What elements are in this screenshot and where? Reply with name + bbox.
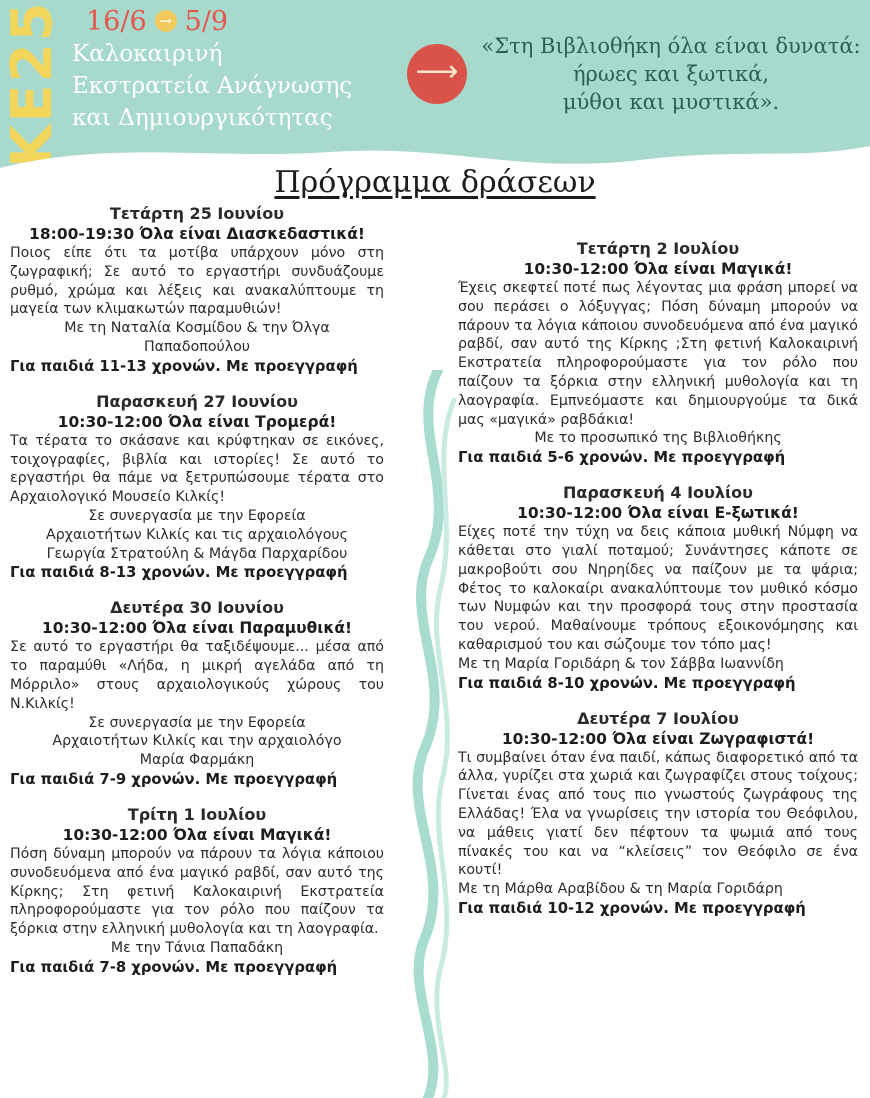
event-card xyxy=(10,804,384,978)
event-age-group: Για παιδιά 11-13 χρονών. Με προεγγραφή xyxy=(10,357,358,375)
event-age-group: Για παιδιά 8-13 χρονών. Με προεγγραφή xyxy=(10,564,348,582)
event-time-title: 10:30-12:00 Όλα είναι Παραμυθικά! xyxy=(41,619,353,638)
event-time-title: 10:30-12:00 Όλα είναι Ζωγραφιστά! xyxy=(501,729,815,748)
event-age-group: Για παιδιά 8-10 χρονών. Με προεγγραφή xyxy=(458,674,796,692)
event-time-title: 10:30-12:00 Όλα είναι Ε-ξωτικά! xyxy=(517,504,799,523)
arrow-circle-icon: ⟶ xyxy=(407,44,467,104)
event-card xyxy=(458,238,858,468)
event-day: Τρίτη 1 Ιουλίου xyxy=(127,804,267,824)
event-age-group: Για παιδιά 7-9 χρονών. Με προεγγραφή xyxy=(10,770,338,788)
event-age-group: Για παιδιά 5-6 χρονών. Με προεγγραφή xyxy=(458,449,786,467)
event-card xyxy=(458,708,858,919)
event-description: Τι συμβαίνει όταν ένα παιδί, κάπως διαφορετικό από τα άλλα, γυρίζει στα χωριά και ζωγραφίζει στους τοίχους; Γίνεται ένας από τους πιο γνωστούς ζωγράφους της Ελλάδας! Έλα να γνωρίσεις την ιστορία του Θεόφιλου, να μάθεις γιατί δεν πέφτουν τα ψωμιά από τους πίνακές του και να “κλείσεις” τον Θεόφιλο σε ένα κουτί! xyxy=(458,749,858,879)
quote-line: μύθοι και μυστικά». xyxy=(562,90,780,114)
event-card xyxy=(458,482,858,693)
event-age-group: Για παιδιά 10-12 χρονών. Με προεγγραφή xyxy=(458,899,806,917)
date-end: 5/9 xyxy=(184,5,229,37)
event-facilitators: Σε συνεργασία με την Εφορεία Αρχαιοτήτων Κιλκίς και την αρχαιολόγο Μαρία Φαρμάκη xyxy=(52,714,342,769)
event-day: Τετάρτη 25 Ιουνίου xyxy=(109,204,285,223)
header-band xyxy=(0,0,870,175)
event-description: Τα τέρατα το σκάσανε και κρύφτηκαν σε εικόνες, τοιχογραφίες, βιβλία και ιστορίες! Σε αυτό το εργαστήρι θα πάμε να ξετρυπώσουμε τέρατα στο Αρχαιολογικό Μουσείο Κιλκίς! xyxy=(10,432,384,506)
event-time-title: 10:30-12:00 Όλα είναι Τρομερά! xyxy=(57,412,337,431)
campaign-quote xyxy=(476,32,866,116)
event-card xyxy=(10,391,384,584)
date-start: 16/6 xyxy=(86,5,147,37)
event-description: Ποιος είπε ότι τα μοτίβα υπάρχουν μόνο στη ζωγραφική; Σε αυτό το εργαστήρι συνδυάζουμε ρυθμό, χρώμα και λέξεις και ανακαλύπτουμε τη μαγεία των κλιμακωτών παραμυθιών! xyxy=(10,245,384,318)
quote-line: ήρωες και ξωτικά, xyxy=(572,62,770,86)
event-age-group: Για παιδιά 7-8 χρονών. Με προεγγραφή xyxy=(10,958,338,976)
event-day: Παρασκευή 27 Ιουνίου xyxy=(96,391,298,411)
event-time-title: 18:00-19:30 Όλα είναι Διασκεδαστικά! xyxy=(29,225,365,243)
event-facilitators: Σε συνεργασία με την Εφορεία Αρχαιοτήτων Κιλκίς και τις αρχαιολόγους Γεωργία Στρατούλη & Μάγδα Παρχαρίδου xyxy=(46,507,348,562)
campaign-line: Καλοκαιρινή xyxy=(72,41,223,67)
event-facilitators: Με τη Ναταλία Κοσμίδου & την Όλγα Παπαδοπούλου xyxy=(64,320,330,355)
event-description: Σε αυτό το εργαστήρι θα ταξιδέψουμε... μέσα από το παραμύθι «Λήδα, η μικρή αγελάδα από τη Μόρριλο» στους αρχαιολογικούς χώρους του Ν.Κιλκίς! xyxy=(10,639,384,712)
campaign-line: και Δημιουργικότητας xyxy=(72,105,333,131)
campaign-name xyxy=(72,38,392,134)
event-facilitators: Με τη Μάρθα Αραβίδου & τη Μαρία Γοριδάρη xyxy=(458,881,783,898)
event-day: Δευτέρα 7 Ιουλίου xyxy=(577,708,739,728)
page-title: Πρόγραμμα δράσεων xyxy=(274,165,596,200)
event-facilitators: Με τη Μαρία Γοριδάρη & τον Σάββα Ιωαννίδη xyxy=(458,655,784,672)
event-description: Είχες ποτέ την τύχη να δεις κάποια μυθική Νύμφη να κάθεται στο γιαλί ποταμού; Συνάντησες κάποτε σε μακροβούτι σου Νηρηίδες να παίζουν με τα ψάρια; Φέτος το καλοκαίρι ανακαλύπτουμε τον μυθικό κόσμο των Νυμφών και την προσφορά τους στην προστασία του νερού. Μαθαίνουμε τρόπους εξοικονόμησης και καθαρισμού του και σώζουμε τον τόπο μας! xyxy=(458,524,858,653)
event-facilitators: Με το προσωπικό της Βιβλιοθήκης xyxy=(534,430,782,447)
event-card xyxy=(10,203,384,377)
quote-line: «Στη Βιβλιοθήκη όλα είναι δυνατά: xyxy=(481,34,861,58)
event-card xyxy=(10,597,384,790)
campaign-dates xyxy=(86,6,228,36)
event-description: Έχεις σκεφτεί ποτέ πως λέγοντας μια φράση μπορεί να σου περάσει ο λόξυγγας; Πόση δύναμη μπορούν να πάρουν τα λόγια κάποιου συνοδευόμενα από ένα μαγικό ραβδί, σαν αυτό της Κίρκης ;Στη φετινή Καλοκαιρινή Εκστρατεία πληροφορούμαστε για τον ρόλο που παίζουν τα ξόρκια στην ελληνική μυθολογία και τη λαογραφία. Εμπνεόμαστε και δημιουργούμε τα δικά μας «μαγικά» ραβδάκια! xyxy=(458,280,858,428)
ke25-logo: KE25 xyxy=(0,0,65,168)
event-time-title: 10:30-12:00 Όλα είναι Μαγικά! xyxy=(62,825,332,844)
left-column xyxy=(10,203,384,992)
event-facilitators: Με την Τάνια Παπαδάκη xyxy=(110,939,284,956)
event-day: Δευτέρα 30 Ιουνίου xyxy=(110,598,284,618)
event-description: Πόση δύναμη μπορούν να πάρουν τα λόγια κάποιου συνοδευόμενα από ένα μαγικό ραβδί, σαν αυτό της Κίρκης; Στη φετινή Καλοκαιρινή Εκστρατεία πληροφορούμαστε για τον ρόλο που παίζουν τα ξόρκια στην ελληνική μυθολογία και τη λαογραφία. xyxy=(10,845,384,938)
event-time-title: 10:30-12:00 Όλα είναι Μαγικά! xyxy=(523,260,793,278)
event-day: Τετάρτη 2 Ιουλίου xyxy=(576,239,740,258)
event-day: Παρασκευή 4 Ιουλίου xyxy=(563,483,753,503)
right-column xyxy=(458,238,858,933)
arrow-right-icon: → xyxy=(155,10,177,32)
campaign-line: Εκστρατεία Ανάγνωσης xyxy=(72,73,353,99)
